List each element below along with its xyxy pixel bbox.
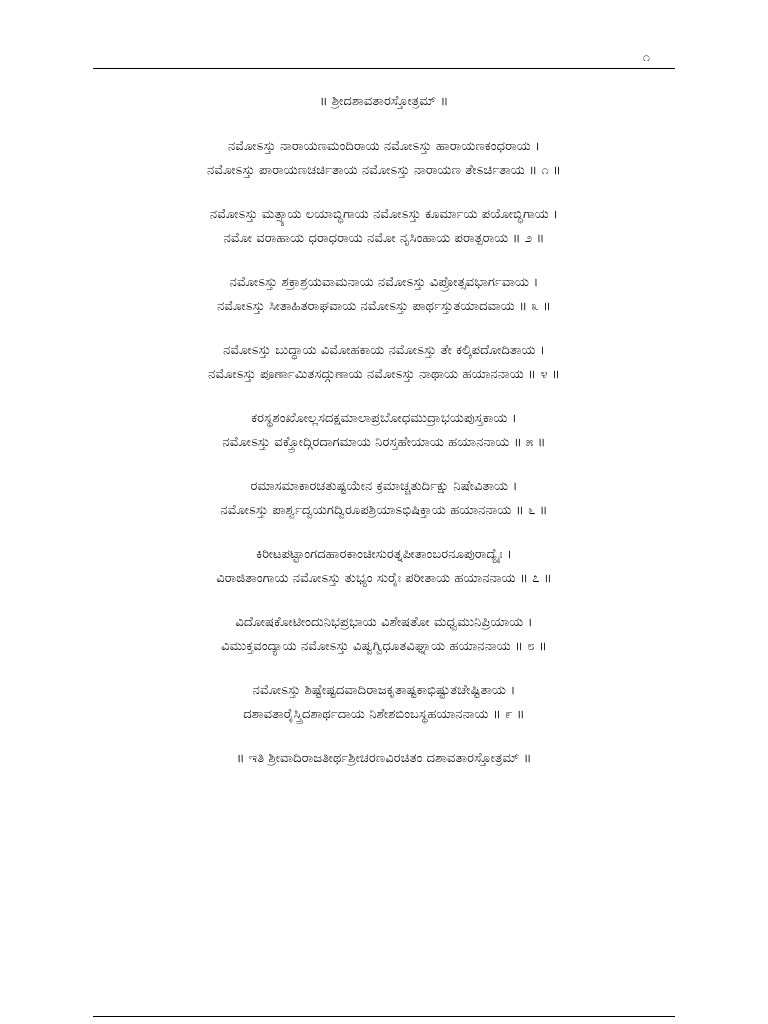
verse-line: ನಮೋಽಸ್ತು ಪಾರಾಯಣಚರ್ಚಿತಾಯ ನಮೋಽಸ್ತು ನಾರಾಯಣ ತೇಽರ್ಚಿತಾಯ ॥ ೧ ॥: [207, 162, 561, 178]
verse-7: [93, 543, 675, 590]
page-number: ೧: [642, 50, 650, 65]
verse-2: [93, 203, 675, 250]
stotra-title: ॥ ಶ್ರೀದಶಾವತಾರಸ್ತೋತ್ರಮ್ ॥: [319, 94, 449, 109]
verse-line: ನಮೋಽಸ್ತು ಶಿಷ್ಟೇಷ್ಟದವಾದಿರಾಜಕೃತಾಷ್ಟಕಾಭಿಷ್ಟುತಚೇಷ್ಟಿತಾಯ ।: [252, 683, 516, 698]
verse-line: ಕಿರೀಟಪಟ್ಟಾಂಗದಹಾರಕಾಂಚೀಸುರತ್ನಪೀತಾಂಬರನೂಪುರಾದ್ಯೈಃ ।: [256, 547, 512, 562]
verse-line: ನಮೋಽಸ್ತು ಸೀತಾಹಿತರಾಘವಾಯ ನಮೋಽಸ್ತು ಪಾರ್ಥಸ್ತುತಯಾದವಾಯ ॥ ೩ ॥: [217, 298, 551, 314]
verse-line: ವಿರಾಜಿತಾಂಗಾಯ ನಮೋಽಸ್ತು ತುಭ್ಯಂ ಸುರೈಃ ಪರೀತಾಯ ಹಯಾನನಾಯ ॥ ೭ ॥: [216, 570, 552, 586]
verse-line: ದಶಾವತಾರೈಸ್ತ್ರಿದಶಾರ್ಥದಾಯ ನಿಶೇಶಬಿಂಬಸ್ಥಹಯಾನನಾಯ ॥ ೯ ॥: [243, 706, 525, 722]
verse-line: ನಮೋಽಸ್ತು ನಾರಾಯಣಮಂದಿರಾಯ ನಮೋಽಸ್ತು ಹಾರಾಯಣಕಂಧರಾಯ ।: [227, 139, 541, 154]
verse-9: [93, 679, 675, 726]
header-rule: [93, 68, 675, 69]
verse-4: [93, 339, 675, 386]
verse-line: ನಮೋಽಸ್ತು ಮತ್ಸ್ಯಾಯ ಲಯಾಬ್ಧಿಗಾಯ ನಮೋಽಸ್ತು ಕೂರ್ಮಾಯ ಪಯೋಬ್ಧಿಗಾಯ ।: [209, 207, 559, 222]
verse-8: [93, 611, 675, 658]
colophon: ॥ ಇತಿ ಶ್ರೀವಾದಿರಾಜತೀರ್ಥಶ್ರೀಚರಣವಿರಚಿತಂ ದಶಾವತಾರಸ್ತೋತ್ರಮ್ ॥: [236, 751, 532, 766]
verse-line: ನಮೋ ವರಾಹಾಯ ಧರಾಧರಾಯ ನಮೋ ನೃಸಿಂಹಾಯ ಪರಾತ್ಪರಾಯ ॥ ೨ ॥: [223, 230, 545, 246]
verse-line: ನಮೋಽಸ್ತು ಶಕ್ರಾಶ್ರಯವಾಮನಾಯ ನಮೋಽಸ್ತು ವಿಪ್ರೋತ್ಸವಭಾರ್ಗವಾಯ ।: [229, 275, 539, 290]
verse-line: ನಮೋಽಸ್ತು ಪೂರ್ಣಾಮಿತಸದ್ಗುಣಾಯ ನಮೋಽಸ್ತು ನಾಥಾಯ ಹಯಾನನಾಯ ॥ ೪ ॥: [208, 366, 560, 382]
verse-line: ವಿಮುಕ್ತವಂದ್ಯಾಯ ನಮೋಽಸ್ತು ವಿಷ್ವಗ್ವಿಧೂತವಿಘ್ನಾಯ ಹಯಾನನಾಯ ॥ ೮ ॥: [221, 638, 547, 654]
verse-line: ವಿದೋಷಕೋಟೀಂದುನಿಭಪ್ರಭಾಯ ವಿಶೇಷತೋ ಮಧ್ವಮುನಿಪ್ರಿಯಾಯ ।: [235, 615, 533, 630]
verse-line: ಕರಸ್ಥಶಂಖೋಲ್ಲಸದಕ್ಷಮಾಲಾಪ್ರಬೋಧಮುದ್ರಾಭಯಪುಸ್ತಕಾಯ ।: [251, 411, 517, 426]
verse-line: ನಮೋಽಸ್ತು ಬುದ್ಧಾಯ ವಿಮೋಹಕಾಯ ನಮೋಽಸ್ತು ತೇ ಕಲ್ಕಿಪದೋದಿತಾಯ ।: [223, 343, 545, 358]
stotra-body: [93, 90, 675, 771]
verse-1: [93, 135, 675, 182]
verse-line: ರಮಾಸಮಾಕಾರಚತುಷ್ಟಯೇನ ಕ್ರಮಾಚ್ಚತುರ್ದಿಕ್ಷು ನಿಷೇವಿತಾಯ ।: [250, 479, 518, 494]
verse-3: [93, 271, 675, 318]
verse-6: [93, 475, 675, 522]
verse-5: [93, 407, 675, 454]
verse-line: ನಮೋಽಸ್ತು ಪಾರ್ಶ್ವದ್ವಯಗದ್ವಿರೂಪಶ್ರಿಯಾಽಭಿಷಿಕ್ತಾಯ ಹಯಾನನಾಯ ॥ ೬ ॥: [220, 502, 548, 518]
verse-line: ನಮೋಽಸ್ತು ವಕ್ತ್ರೋದ್ಗಿರದಾಗಮಾಯ ನಿರಸ್ತಹೇಯಾಯ ಹಯಾನನಾಯ ॥ ೫ ॥: [222, 434, 546, 450]
footer-rule: [93, 1016, 675, 1017]
